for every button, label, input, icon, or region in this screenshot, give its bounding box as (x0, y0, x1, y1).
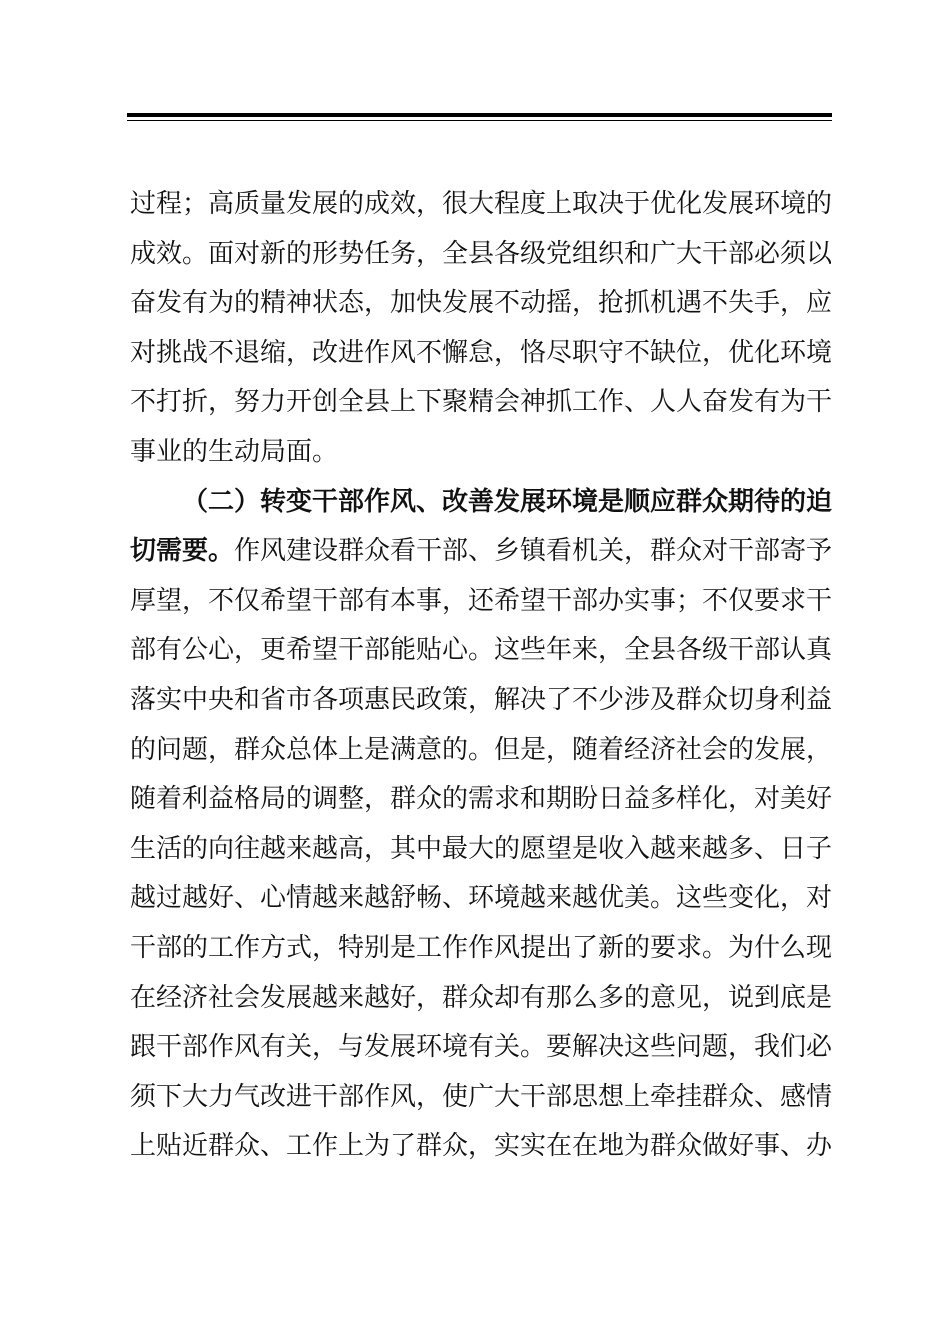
text-line: 厚望，不仅希望干部有本事，还希望干部办实事；不仅要求干 (130, 585, 832, 616)
body-text (130, 180, 832, 1172)
section-heading: （二）转变干部作风、改善发展环境是顺应群众期待的迫 (182, 486, 832, 517)
text-line: 在经济社会发展越来越好，群众却有那么多的意见，说到底是 (130, 982, 832, 1013)
text-line: 上贴近群众、工作上为了群众，实实在在地为群众做好事、办 (130, 1131, 832, 1162)
text-line: 过程；高质量发展的成效，很大程度上取决于优化发展环境的 (130, 189, 832, 219)
text-line: 跟干部作风有关，与发展环境有关。要解决这些问题，我们必 (130, 1032, 832, 1063)
text-line: 落实中央和省市各项惠民政策，解决了不少涉及群众切身利益 (130, 684, 832, 715)
text-line: 须下大力气改进干部作风，使广大干部思想上牵挂群众、感情 (130, 1081, 832, 1112)
text-line: 部有公心，更希望干部能贴心。这些年来，全县各级干部认真 (130, 635, 832, 666)
text-line: 事业的生动局面。 (130, 436, 339, 467)
text-line: 不打折，努力开创全县上下聚精会神抓工作、人人奋发有为干 (130, 387, 832, 418)
text-line: 对挑战不退缩，改进作风不懈怠，恪尽职守不缺位，优化环境 (130, 337, 832, 368)
text-line: 生活的向往越来越高，其中最大的愿望是收入越来越多、日子 (130, 833, 832, 864)
header-rule-thick (127, 113, 832, 117)
text-line: 干部的工作方式，特别是工作作风提出了新的要求。为什么现 (130, 932, 832, 963)
text-line: 随着利益格局的调整，群众的需求和期盼日益多样化，对美好 (130, 784, 832, 815)
text-line: 成效。面对新的形势任务，全县各级党组织和广大干部必须以 (130, 238, 832, 269)
text-line (130, 527, 832, 577)
text-line: 越过越好、心情越来越舒畅、环境越来越优美。这些变化，对 (130, 883, 832, 914)
section-heading-end: 切需要。 (130, 536, 235, 567)
text-line-rest: 作风建设群众看干部、乡镇看机关，群众对干部寄予 (234, 536, 832, 567)
text-line: 的问题，群众总体上是满意的。但是，随着经济社会的发展， (130, 734, 832, 765)
text-line: 奋发有为的精神状态，加快发展不动摇，抢抓机遇不失手，应 (130, 288, 832, 319)
header-rule-thin (127, 120, 832, 121)
